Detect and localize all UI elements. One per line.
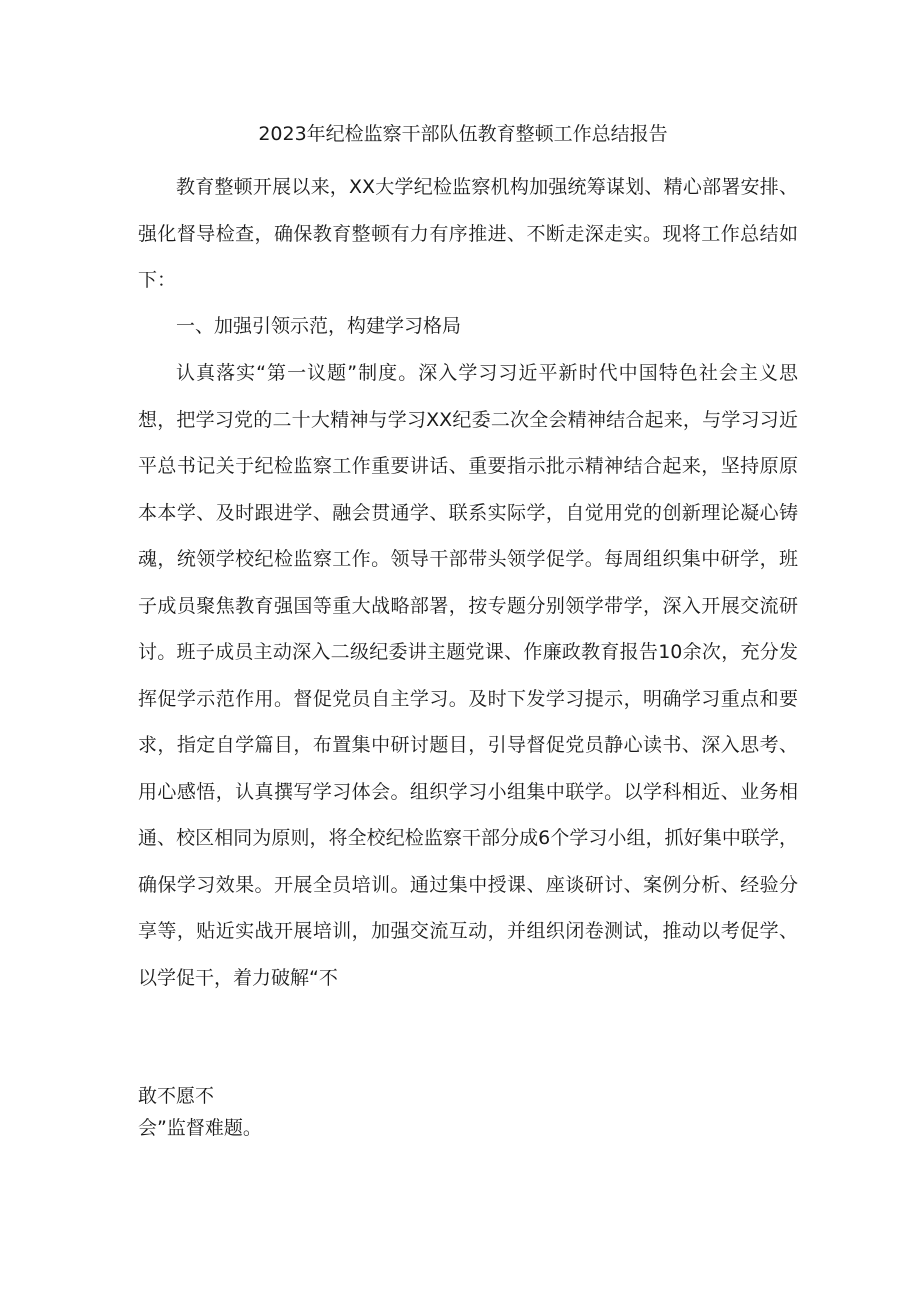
section-paragraph: 认真落实“第一议题”制度。深入学习习近平新时代中国特色社会主义思想，把学习党的二十大精神与学习XX纪委二次全会精神结合起来，与学习习近平总书记关于纪检监察工作重要讲话、重要指示批示精神结合起来，坚持原原本本学、及时跟进学、融会贯通学、联系实际学，自觉用党的创新理论凝心铸魂，统领学校纪检监察工作。领导干部带头领学促学。每周组织集中研学，班子成员聚焦教育强国等重大战略部署，按专题分别领学带学，深入开展交流研讨。班子成员主动深入二级纪委讲主题党课、作廉政教育报告10余次，充分发挥促学示范作用。督促党员自主学习。及时下发学习提示，明确学习重点和要求，指定自学篇目，布置集中研讨题目，引导督促党员静心读书、深入思考、用心感悟，认真撰写学习体会。组织学习小组集中联学。以学科相近、业务相通、校区相同为原则，将全校纪检监察干部分成6个学习小组，抓好集中联学，确保学习效果。开展全员培训。通过集中授课、座谈研讨、案例分析、经验分享等，贴近实战开展培训，加强交流互动，并组织闭卷测试，推动以考促学、以学促干，着力破解“不 [138,362,798,989]
paragraph-tail-line: 会”监督难题。 [138,1117,262,1139]
document-title: 2023年纪检监察干部队伍教育整顿工作总结报告 [258,123,668,145]
section-heading: 一、加强引领示范，构建学习格局 [176,315,462,337]
paragraph-tail-line: 敢不愿不 [138,1085,215,1107]
intro-paragraph: 教育整顿开展以来，XX大学纪检监察机构加强统筹谋划、精心部署安排、强化督导检查，确保教育整顿有力有序推进、不断走深走实。现将工作总结如下： [138,176,798,291]
